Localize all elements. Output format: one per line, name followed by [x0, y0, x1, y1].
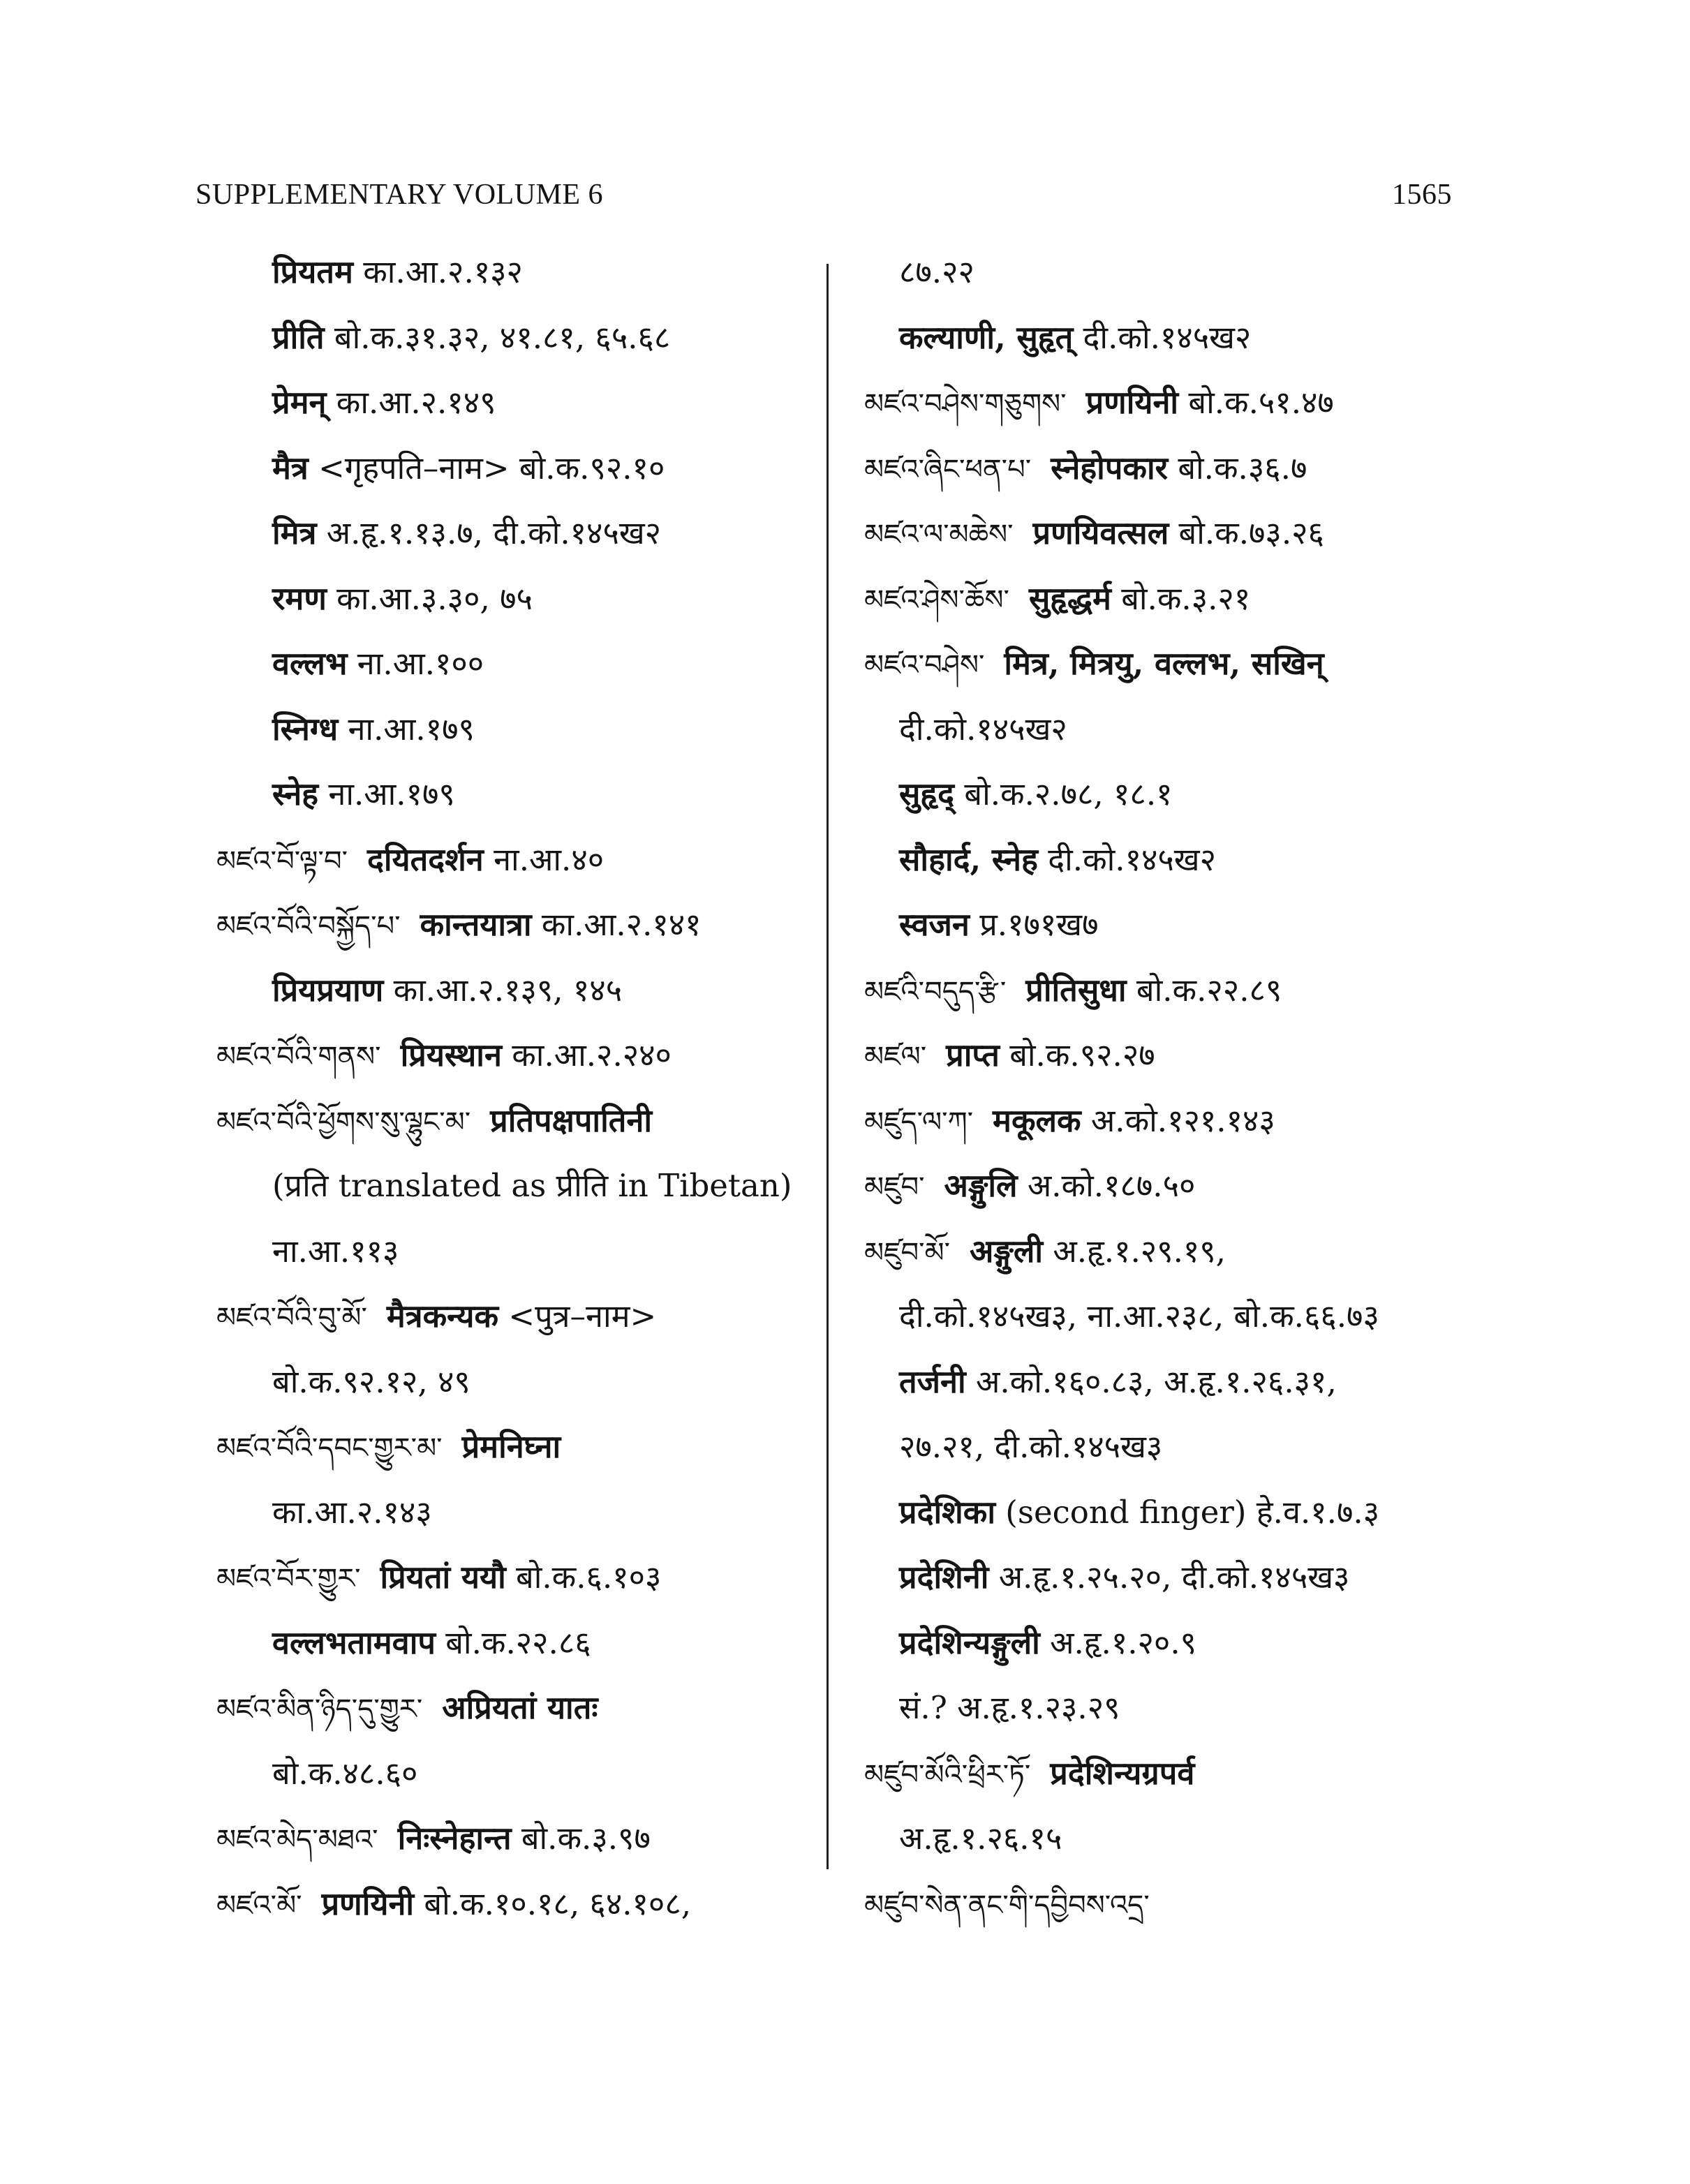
sanskrit-equivalent: प्रदेशिका — [899, 1493, 995, 1531]
source-reference: <पुत्र–नाम> — [498, 1298, 657, 1335]
source-reference: का.आ.२.२४० — [501, 1037, 672, 1074]
tibetan-term: མཛའ་བོའི་ཕྱོགས་སུ་ལྷུང་མ་ — [216, 1106, 471, 1138]
sanskrit-equivalent: प्रेमनिघ्ना — [461, 1428, 561, 1465]
dictionary-line — [216, 1097, 652, 1147]
dictionary-line — [864, 574, 1250, 625]
source-reference: बो.क.९२.२७ — [999, 1037, 1155, 1074]
sanskrit-equivalent: प्रीति — [272, 318, 325, 356]
tibetan-term: མཛའ་མེད་མཐའ་ — [216, 1824, 378, 1856]
tibetan-term: མཛའ་བོའི་གནས་ — [216, 1041, 381, 1073]
source-reference: अ.हृ.१.२५.२०, दी.को.१४५ख३ — [988, 1559, 1350, 1596]
source-reference: का.आ.२.१३२ — [353, 253, 523, 290]
source-reference: का.आ.२.१४९ — [326, 384, 496, 421]
sanskrit-equivalent: मकूलक — [993, 1101, 1081, 1139]
sanskrit-equivalent: प्राप्त — [946, 1037, 1000, 1074]
dictionary-line — [864, 1031, 1155, 1081]
sanskrit-equivalent: सौहार्द, स्नेह — [899, 840, 1038, 878]
source-reference: बो.क.४८.६० — [272, 1754, 418, 1792]
source-reference: अ.को.१६०.८३, अ.हृ.१.२६.३१, — [965, 1362, 1337, 1400]
dictionary-line — [864, 639, 1324, 690]
source-reference: दी.को.१४५ख२ — [1073, 318, 1252, 356]
tibetan-term: མཛའ་བཤེས་ — [864, 649, 985, 681]
right-column — [843, 248, 1458, 1923]
sanskrit-equivalent: स्नेह — [272, 775, 319, 812]
running-title: SUPPLEMENTARY VOLUME 6 — [195, 179, 604, 211]
dictionary-line — [272, 574, 533, 623]
source-reference: ना.आ.१७९ — [338, 710, 475, 748]
dictionary-line — [899, 1553, 1349, 1602]
tibetan-term: མཛའ་བོའི་བསྐྱོད་པ་ — [216, 910, 401, 942]
sanskrit-equivalent: अप्रियतां यातः — [442, 1689, 598, 1726]
dictionary-line — [272, 1358, 470, 1406]
sanskrit-equivalent: प्रियस्थान — [400, 1037, 502, 1074]
tibetan-term: མཛུབ་མོ་ — [864, 1236, 950, 1269]
dictionary-line — [899, 1488, 1379, 1537]
dictionary-line — [216, 1814, 651, 1864]
dictionary-line — [272, 966, 622, 1015]
dictionary-line — [864, 1161, 1195, 1212]
source-reference: अ.हृ.१.१३.७, दी.को.१४५ख२ — [316, 514, 662, 551]
dictionary-line — [864, 378, 1334, 429]
tibetan-term: མཛུབ་ — [864, 1171, 925, 1203]
source-reference: अ.हृ.१.२६.१५ — [899, 1820, 1062, 1857]
sanskrit-equivalent: प्रणयिवत्सल — [1032, 514, 1169, 551]
dictionary-line — [864, 1880, 1169, 1930]
sanskrit-equivalent: प्रियतम — [272, 253, 353, 290]
dictionary-line — [899, 313, 1251, 362]
tibetan-term: མཛུད་ལ་ཀ་ — [864, 1106, 974, 1138]
source-reference: ८७.२२ — [899, 253, 974, 290]
source-reference: बो.क.२२.८६ — [435, 1624, 591, 1661]
dictionary-line — [216, 900, 702, 951]
dictionary-line — [272, 639, 484, 688]
tibetan-term: མཛུབ་མོའི་ཕྲིར་ཏོ་ — [864, 1758, 1031, 1791]
dictionary-line — [864, 1097, 1275, 1147]
source-reference: ना.आ.४० — [483, 840, 605, 878]
source-reference: दी.को.१४५ख२ — [899, 710, 1067, 748]
source-reference: (second finger) हे.व.१.७.३ — [995, 1493, 1380, 1531]
column-divider — [827, 264, 829, 1869]
sanskrit-equivalent: मित्र, मित्रयु, वल्लभ, सखिन् — [1004, 645, 1324, 682]
sanskrit-equivalent: अङ्गुलि — [944, 1167, 1018, 1204]
dictionary-line — [899, 248, 974, 297]
dictionary-line — [899, 1422, 1162, 1471]
sanskrit-equivalent: स्नेहोपकार — [1051, 449, 1169, 486]
dictionary-line — [864, 1227, 1226, 1277]
source-reference: बो.क.७३.२६ — [1169, 514, 1324, 551]
sanskrit-equivalent: सुहृद् — [899, 775, 955, 812]
tibetan-term: མཛའ་ཞིང་ཕན་པ་ — [864, 453, 1032, 486]
source-reference: का.आ.२.१४१ — [531, 906, 702, 943]
tibetan-term: མཛའ་བོར་གྱུར་ — [216, 1563, 361, 1595]
source-reference: का.आ.२.१४३ — [272, 1493, 432, 1531]
sanskrit-equivalent: वल्लभतामवाप — [272, 1624, 436, 1661]
sanskrit-equivalent: स्वजन — [899, 906, 970, 943]
dictionary-line — [272, 1227, 399, 1276]
dictionary-line — [272, 705, 475, 754]
sanskrit-equivalent: तर्जनी — [899, 1362, 966, 1400]
dictionary-line — [899, 1814, 1062, 1863]
sanskrit-equivalent: मैत्र — [272, 449, 309, 486]
source-reference: का.आ.२.१३९, १४५ — [383, 971, 623, 1009]
source-reference: बो.क.३१.३२, ४१.८१, ६५.६८ — [324, 318, 671, 356]
source-reference: बो.क.६.१०३ — [505, 1559, 662, 1596]
dictionary-line — [899, 770, 1173, 819]
tibetan-term: མཛའ་བོ་ལྟ་བ་ — [216, 845, 348, 877]
source-reference: बो.क.९२.१२, ४९ — [272, 1362, 470, 1400]
dictionary-line — [216, 1031, 672, 1081]
sanskrit-equivalent: प्रणयिनी — [321, 1885, 415, 1922]
source-reference: अ.हृ.१.२०.९ — [1039, 1624, 1197, 1661]
sanskrit-equivalent: निःस्नेहान्त — [397, 1820, 512, 1857]
dictionary-line — [216, 1553, 661, 1603]
sanskrit-equivalent: रमण — [272, 579, 327, 617]
tibetan-term: མཛའི་བདུད་རྩི་ — [864, 975, 1007, 1008]
dictionary-line — [272, 378, 496, 427]
tibetan-term: མཛའ་བོའི་དབང་གྱུར་མ་ — [216, 1432, 443, 1464]
dictionary-line — [864, 509, 1324, 559]
source-reference: अ.को.१८७.५० — [1017, 1167, 1196, 1204]
dictionary-line — [272, 444, 665, 493]
page-number: 1565 — [1392, 179, 1452, 211]
source-reference: का.आ.३.३०, ७५ — [326, 579, 533, 617]
sanskrit-equivalent: दयितदर्शन — [367, 840, 484, 878]
dictionary-line — [899, 1684, 1120, 1732]
dictionary-line — [899, 1292, 1379, 1341]
sanskrit-equivalent: प्रेमन् — [272, 384, 327, 421]
sanskrit-equivalent: प्रदेशिन्यग्रपर्व — [1050, 1754, 1195, 1792]
source-reference: बो.क.१०.१८, ६४.१०८, — [414, 1885, 692, 1922]
sanskrit-equivalent: कल्याणी, सुहृत् — [899, 318, 1074, 356]
sanskrit-equivalent: मैत्रकन्यक — [386, 1298, 499, 1335]
dictionary-line — [899, 1619, 1196, 1667]
source-reference: (प्रति translated as प्रीति in Tibetan) — [272, 1167, 792, 1204]
sanskrit-equivalent: मित्र — [272, 514, 317, 551]
dictionary-line — [899, 705, 1067, 754]
tibetan-term: མཛའ་བོའི་བུ་མོ་ — [216, 1302, 367, 1334]
dictionary-line — [864, 1749, 1194, 1799]
sanskrit-equivalent: वल्लभ — [272, 645, 348, 682]
dictionary-line — [272, 313, 670, 362]
source-reference: बो.क.२२.८९ — [1126, 971, 1282, 1009]
source-reference: ना.आ.११३ — [272, 1232, 399, 1270]
dictionary-line — [272, 1161, 792, 1210]
source-reference: बो.क.२.७८, १८.१ — [954, 775, 1173, 812]
source-reference: बो.क.३.९७ — [511, 1820, 651, 1857]
sanskrit-equivalent: प्रदेशिन्यङ्गुली — [899, 1624, 1040, 1661]
dictionary-line — [899, 900, 1099, 949]
source-reference: २७.२१, दी.को.१४५ख३ — [899, 1428, 1163, 1465]
dictionary-line — [899, 1358, 1337, 1406]
source-reference: दी.को.१४५ख३, ना.आ.२३८, बो.क.६६.७३ — [899, 1298, 1379, 1335]
tibetan-term: མཛུབ་སེན་ནང་གི་དབྱིབས་འདྲ་ — [864, 1889, 1150, 1922]
dictionary-line — [899, 835, 1216, 884]
dictionary-line — [272, 1488, 432, 1537]
dictionary-line — [216, 1292, 656, 1342]
dictionary-line — [272, 1749, 417, 1798]
source-reference: ना.आ.१०० — [347, 645, 484, 682]
tibetan-term: མཛའ་ལ་མཆེས་ — [864, 519, 1014, 551]
sanskrit-equivalent: स्निग्ध — [272, 710, 339, 748]
source-reference: ना.आ.१७९ — [318, 775, 455, 812]
tibetan-term: མཛལ་ — [864, 1041, 927, 1073]
source-reference: बो.क.५१.४७ — [1178, 384, 1334, 421]
sanskrit-equivalent: अङ्गुली — [970, 1232, 1044, 1270]
sanskrit-equivalent: प्रतिपक्षपातिनी — [490, 1101, 653, 1139]
sanskrit-equivalent: प्रीतिसुधा — [1025, 971, 1127, 1009]
dictionary-line — [272, 1619, 591, 1667]
source-reference: बो.क.३.२१ — [1111, 579, 1251, 617]
source-reference: अ.को.१२१.१४३ — [1081, 1101, 1275, 1139]
dictionary-line — [216, 835, 604, 886]
sanskrit-equivalent: प्रणयिनी — [1085, 384, 1179, 421]
dictionary-line — [272, 248, 523, 297]
sanskrit-equivalent: प्रियप्रयाण — [272, 971, 384, 1009]
source-reference: <गृहपति–नाम> बो.क.९२.१० — [308, 449, 665, 486]
dictionary-line — [216, 1684, 598, 1734]
page-header — [195, 178, 1452, 220]
dictionary-line — [272, 509, 661, 558]
dictionary-line — [216, 1422, 561, 1473]
source-reference: प्र.१७१ख७ — [969, 906, 1099, 943]
dictionary-line — [272, 770, 455, 819]
dictionary-line — [864, 444, 1307, 494]
sanskrit-equivalent: प्रियतां ययौ — [380, 1559, 506, 1596]
source-reference: सं.? अ.हृ.१.२३.२९ — [899, 1689, 1120, 1726]
sanskrit-equivalent: प्रदेशिनी — [899, 1559, 989, 1596]
tibetan-term: མཛའ་བཤེས་གཅུགས་ — [864, 388, 1067, 420]
source-reference: अ.हृ.१.२९.१९, — [1043, 1232, 1226, 1270]
tibetan-term: མཛའ་ཤེས་ཆོས་ — [864, 584, 1009, 616]
dictionary-line — [216, 1880, 691, 1930]
tibetan-term: མཛའ་མོ་ — [216, 1889, 302, 1922]
tibetan-term: མཛའ་མིན་ཉིད་དུ་གྱུར་ — [216, 1693, 423, 1725]
source-reference: दी.को.१४५ख२ — [1037, 840, 1217, 878]
sanskrit-equivalent: कान्तयात्रा — [420, 906, 532, 943]
sanskrit-equivalent: सुहृद्धर्म — [1028, 579, 1111, 617]
source-reference: बो.क.३६.७ — [1168, 449, 1307, 486]
dictionary-line — [864, 966, 1282, 1016]
left-column — [195, 248, 894, 1923]
